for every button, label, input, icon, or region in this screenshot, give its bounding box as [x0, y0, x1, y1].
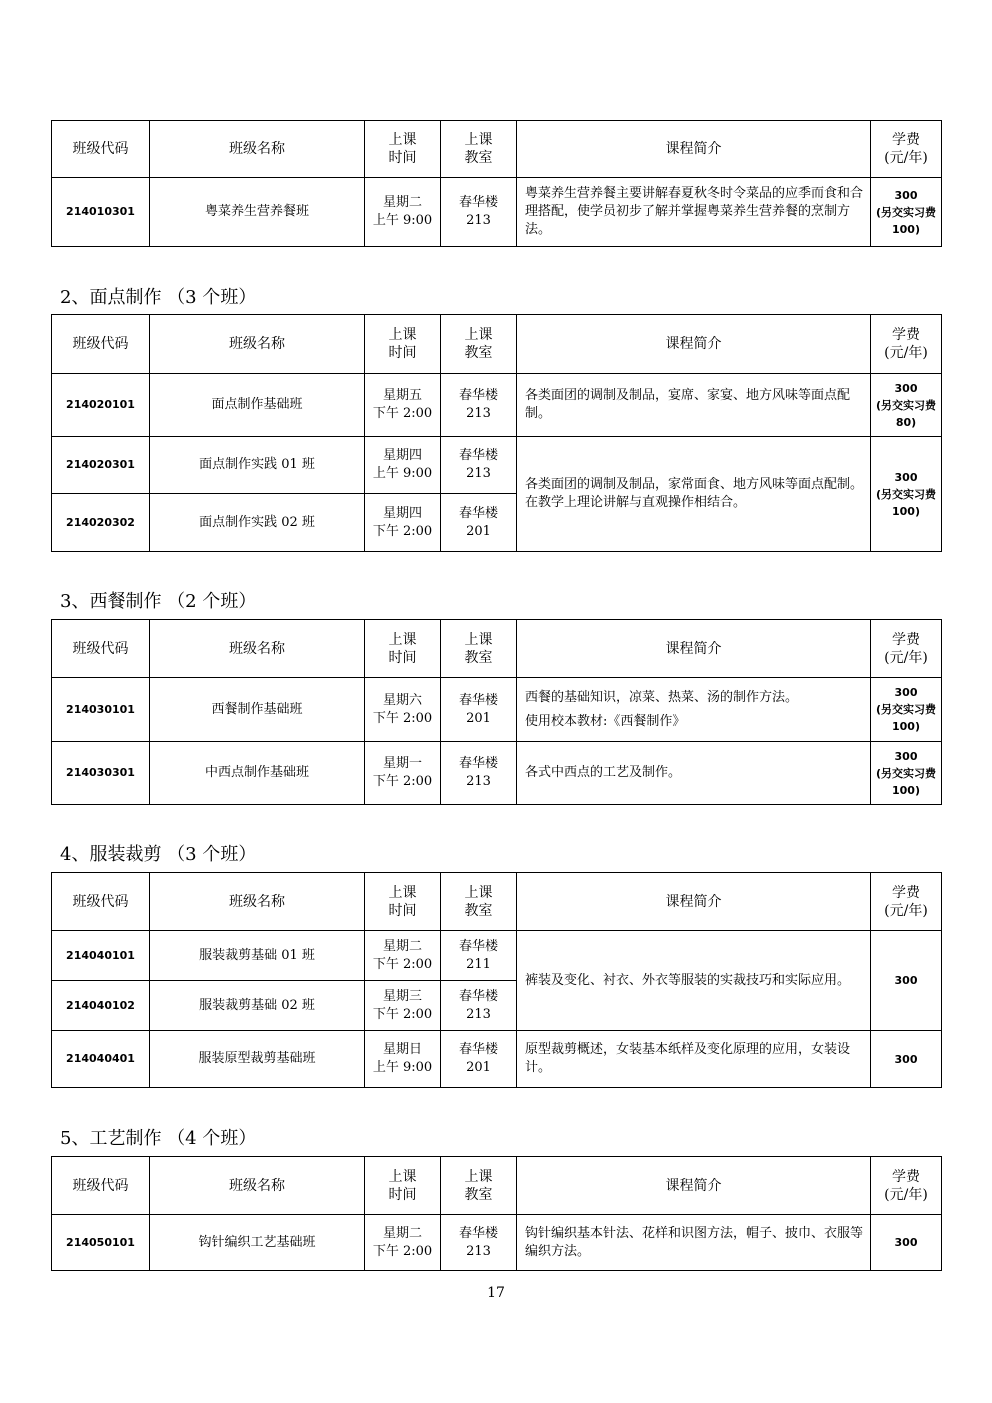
class-name: 服装裁剪基础 02 班 — [150, 981, 365, 1031]
header-desc: 课程简介 — [517, 315, 871, 374]
class-room: 春华楼 213 — [441, 374, 517, 437]
header-time: 上课 时间 — [365, 873, 441, 931]
header-desc: 课程简介 — [517, 121, 871, 178]
header-name: 班级名称 — [150, 873, 365, 931]
header-name: 班级名称 — [150, 620, 365, 678]
class-time: 星期二 下午 2:00 — [365, 931, 441, 981]
header-code: 班级代码 — [52, 1157, 150, 1215]
class-desc: 钩针编织基本针法、花样和识图方法，帽子、披巾、衣服等编织方法。 — [517, 1215, 871, 1271]
header-desc: 课程简介 — [517, 1157, 871, 1215]
class-name: 面点制作实践 02 班 — [150, 494, 365, 552]
header-name: 班级名称 — [150, 121, 365, 178]
class-room: 春华楼 213 — [441, 742, 517, 805]
header-code: 班级代码 — [52, 873, 150, 931]
course-table-1 — [51, 120, 942, 247]
course-table-tailoring — [51, 872, 942, 1088]
class-fee: 300 — [871, 1031, 942, 1088]
table-row — [52, 931, 942, 981]
class-fee: 300 (另交实习费 100) — [871, 437, 942, 552]
class-name: 西餐制作基础班 — [150, 678, 365, 742]
table-row — [52, 742, 942, 805]
header-desc: 课程简介 — [517, 620, 871, 678]
class-code: 214040401 — [52, 1031, 150, 1088]
table-row — [52, 1031, 942, 1088]
header-room: 上课 教室 — [441, 121, 517, 178]
class-code: 214040102 — [52, 981, 150, 1031]
table-row — [52, 374, 942, 437]
class-desc: 各类面团的调制及制品，宴席、家宴、地方风味等面点配制。 — [517, 374, 871, 437]
table-header-row — [52, 1157, 942, 1215]
header-room: 上课 教室 — [441, 873, 517, 931]
class-desc: 原型裁剪概述，女装基本纸样及变化原理的应用，女装设计。 — [517, 1031, 871, 1088]
header-time: 上课 时间 — [365, 315, 441, 374]
class-code: 214020302 — [52, 494, 150, 552]
header-fee: 学费 (元/年) — [871, 620, 942, 678]
class-time: 星期四 上午 9:00 — [365, 437, 441, 494]
class-room: 春华楼 201 — [441, 494, 517, 552]
section-title-western: 3、西餐制作 （2 个班） — [60, 591, 257, 612]
class-room: 春华楼 213 — [441, 437, 517, 494]
header-time: 上课 时间 — [365, 1157, 441, 1215]
class-desc: 粤菜养生营养餐主要讲解春夏秋冬时令菜品的应季而食和合理搭配，使学员初步了解并掌握粤菜养生营养餐的烹制方法。 — [517, 178, 871, 247]
header-name: 班级名称 — [150, 315, 365, 374]
header-room: 上课 教室 — [441, 1157, 517, 1215]
header-code: 班级代码 — [52, 121, 150, 178]
class-code: 214040101 — [52, 931, 150, 981]
table-row — [52, 1215, 942, 1271]
class-fee: 300 — [871, 931, 942, 1031]
class-time: 星期四 下午 2:00 — [365, 494, 441, 552]
class-fee: 300 (另交实习费 100) — [871, 678, 942, 742]
class-room: 春华楼 201 — [441, 1031, 517, 1088]
class-name: 面点制作实践 01 班 — [150, 437, 365, 494]
class-name: 中西点制作基础班 — [150, 742, 365, 805]
header-fee: 学费 (元/年) — [871, 121, 942, 178]
class-room: 春华楼 211 — [441, 931, 517, 981]
class-room: 春华楼 213 — [441, 981, 517, 1031]
class-time: 星期二 下午 2:00 — [365, 1215, 441, 1271]
header-fee: 学费 (元/年) — [871, 1157, 942, 1215]
header-time: 上课 时间 — [365, 620, 441, 678]
table-row — [52, 178, 942, 247]
class-time: 星期六 下午 2:00 — [365, 678, 441, 742]
page-number: 17 — [487, 1285, 505, 1301]
class-time: 星期三 下午 2:00 — [365, 981, 441, 1031]
class-code: 214030301 — [52, 742, 150, 805]
class-name: 粤菜养生营养餐班 — [150, 178, 365, 247]
class-room: 春华楼 213 — [441, 178, 517, 247]
course-table-western — [51, 619, 942, 805]
header-fee: 学费 (元/年) — [871, 873, 942, 931]
course-table-crafts — [51, 1156, 942, 1271]
class-code: 214020101 — [52, 374, 150, 437]
class-desc: 各类面团的调制及制品，家常面食、地方风味等面点配制。在教学上理论讲解与直观操作相结合。 — [517, 437, 871, 552]
header-code: 班级代码 — [52, 315, 150, 374]
class-fee: 300 (另交实习费 100) — [871, 742, 942, 805]
table-header-row — [52, 620, 942, 678]
class-name: 服装原型裁剪基础班 — [150, 1031, 365, 1088]
section-title-pastry: 2、面点制作 （3 个班） — [60, 287, 257, 308]
class-name: 服装裁剪基础 01 班 — [150, 931, 365, 981]
class-name: 钩针编织工艺基础班 — [150, 1215, 365, 1271]
table-header-row — [52, 121, 942, 178]
class-time: 星期一 下午 2:00 — [365, 742, 441, 805]
table-header-row — [52, 315, 942, 374]
course-table-pastry — [51, 314, 942, 552]
header-code: 班级代码 — [52, 620, 150, 678]
class-code: 214020301 — [52, 437, 150, 494]
header-desc: 课程简介 — [517, 873, 871, 931]
table-header-row — [52, 873, 942, 931]
class-code: 214050101 — [52, 1215, 150, 1271]
class-fee: 300 (另交实习费 100) — [871, 178, 942, 247]
class-time: 星期五 下午 2:00 — [365, 374, 441, 437]
table-row — [52, 437, 942, 494]
class-room: 春华楼 201 — [441, 678, 517, 742]
section-title-crafts: 5、工艺制作 （4 个班） — [60, 1128, 257, 1149]
class-code: 214010301 — [52, 178, 150, 247]
header-room: 上课 教室 — [441, 620, 517, 678]
class-desc: 各式中西点的工艺及制作。 — [517, 742, 871, 805]
class-name: 面点制作基础班 — [150, 374, 365, 437]
header-name: 班级名称 — [150, 1157, 365, 1215]
header-fee: 学费 (元/年) — [871, 315, 942, 374]
header-room: 上课 教室 — [441, 315, 517, 374]
class-fee: 300 — [871, 1215, 942, 1271]
class-room: 春华楼 213 — [441, 1215, 517, 1271]
table-row — [52, 678, 942, 742]
class-code: 214030101 — [52, 678, 150, 742]
section-title-tailoring: 4、服装裁剪 （3 个班） — [60, 844, 257, 865]
class-desc: 裤装及变化、衬衣、外衣等服装的实裁技巧和实际应用。 — [517, 931, 871, 1031]
class-fee: 300 (另交实习费 80) — [871, 374, 942, 437]
class-time: 星期日 上午 9:00 — [365, 1031, 441, 1088]
class-time: 星期二 上午 9:00 — [365, 178, 441, 247]
class-desc: 西餐的基础知识，凉菜、热菜、汤的制作方法。 使用校本教材:《西餐制作》 — [517, 678, 871, 742]
header-time: 上课 时间 — [365, 121, 441, 178]
